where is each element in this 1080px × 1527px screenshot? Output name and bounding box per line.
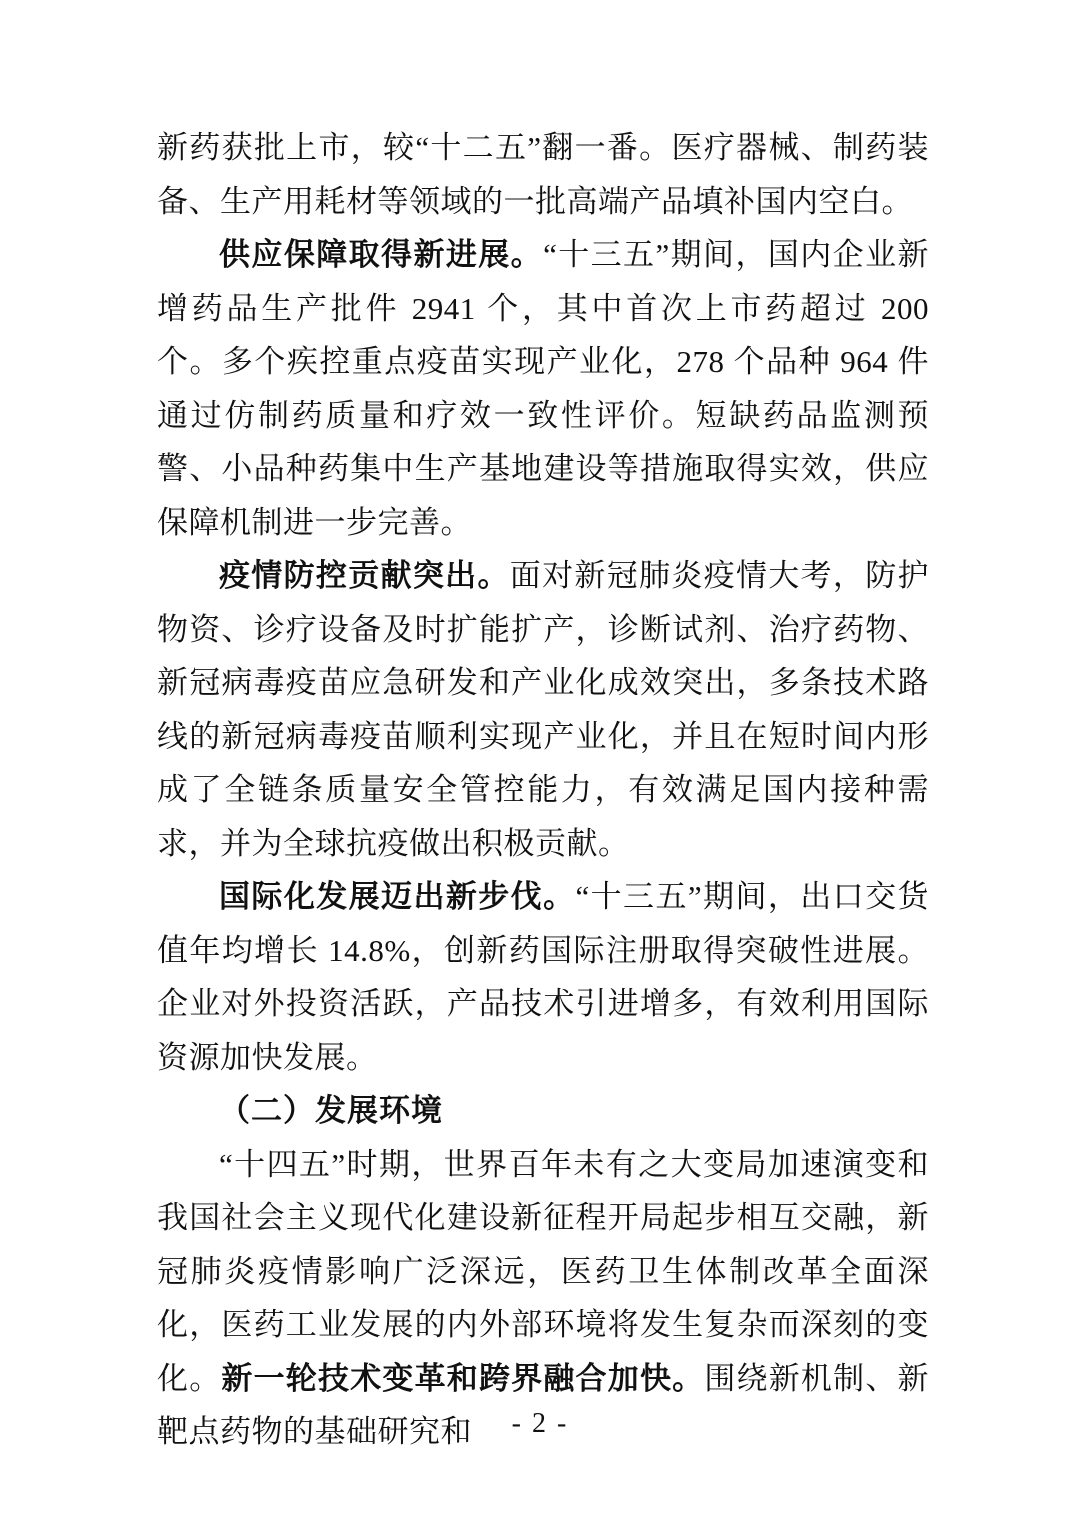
text-run: “十三五”期间，出口交货值年均增长 14.8%，创新药国际注册取得突破性进展。企业对外投资活跃，产品技术引进增多，有效利用国际资源加快发展。 [157, 879, 929, 1075]
text-run: 新药获批上市，较“十二五”翻一番。医疗器械、制药装备、生产用耗材等领域的一批高端产品填补国内空白。 [157, 130, 929, 219]
paragraph [157, 228, 929, 549]
text-run: 面对新冠肺炎疫情大考，防护物资、诊疗设备及时扩能扩产，诊断试剂、治疗药物、新冠病毒疫苗应急研发和产业化成效突出，多条技术路线的新冠病毒疫苗顺利实现产业化，并且在短时间内形成了全链条质量安全管控能力，有效满足国内接种需求，并为全球抗疫做出积极贡献。 [157, 558, 930, 861]
section-heading [157, 1084, 929, 1138]
document-body [157, 121, 929, 1459]
page-number: - 2 - [511, 1408, 569, 1439]
bold-text-run: （二）发展环境 [219, 1093, 443, 1128]
bold-text-run: 疫情防控贡献突出。 [219, 558, 510, 593]
paragraph [157, 870, 929, 1084]
text-run: “十三五”期间，国内企业新增药品生产批件 2941 个，其中首次上市药超过 200 个。多个疾控重点疫苗实现产业化，278 个品种 964 件通过仿制药质量和疗效一致性评价。短缺药品监测预警、小品种药集中生产基地建设等措施取得实效，供应保障机制进一步完善。 [157, 237, 929, 540]
bold-text-run: 新一轮技术变革和跨界融合加快。 [221, 1360, 705, 1396]
bold-text-run: 国际化发展迈出新步伐。 [219, 879, 576, 914]
paragraph [157, 549, 929, 870]
text-run: “十四五”时期，世界百年未有之大变局加速演变和我国社会主义现代化建设新征程开局起步相互交融，新冠肺炎疫情影响广泛深远，医药卫生体制改革全面深化，医药工业发展的内外部环境将发生复杂而深刻的变化。 [157, 1146, 929, 1396]
bold-text-run: 供应保障取得新进展。 [219, 237, 544, 272]
text-run: 围绕新机制、新靶点药物的基础研究和 [157, 1360, 930, 1449]
paragraph [157, 121, 929, 228]
